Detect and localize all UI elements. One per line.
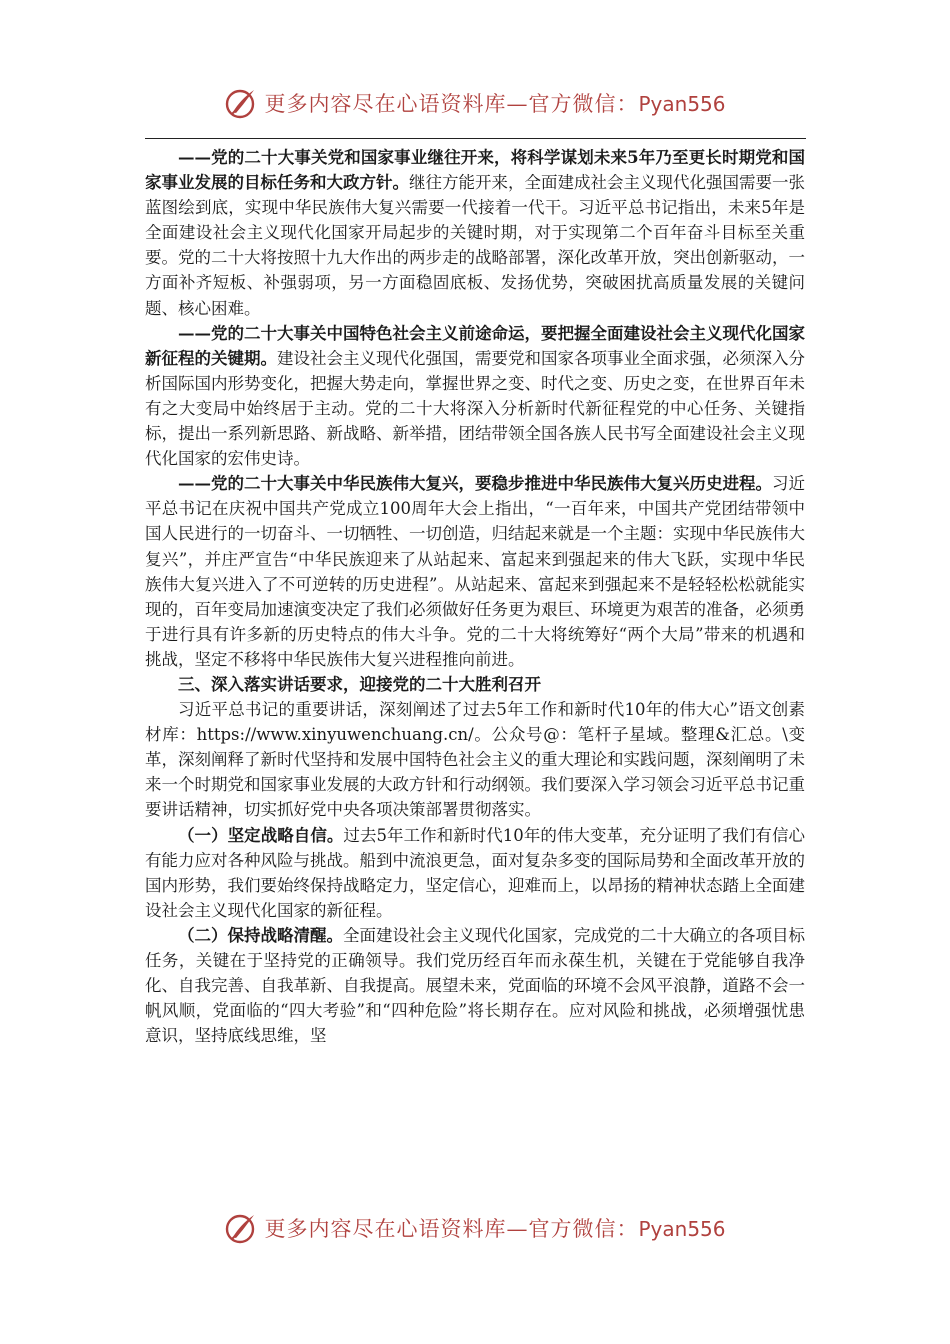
paragraph: 习近平总书记的重要讲话，深刻阐述了过去5年工作和新时代10年的伟大心”语文创素材库：https://www.xinyuwenchuang.cn/。公众号@：笔杆子星域。整理&汇总。\变革，深刻阐释了新时代坚持和发展中国特色社会主义的重大理论和实践问题，深刻阐明了未来一个时期党和国家事业发展的大政方针和行动纲领。我们要深入学习领会习近平总书记重要讲话精神，切实抓好党中央各项决策部署贯彻落实。 [145, 700, 805, 820]
banner-wechat-id: Pyan556 [638, 1217, 726, 1241]
banner-text: 更多内容尽在心语资料库—官方微信： [264, 1217, 639, 1241]
paragraph: ——党的二十大事关中国特色社会主义前途命运，要把握全面建设社会主义现代化国家新征程的关键期。建设社会主义现代化强国，需要党和国家各项事业全面求强，必须深入分析国际国内形势变化，把握大势走向，掌握世界之变、时代之变、历史之变，在世界百年未有之大变局中始终居于主动。党的二十大将深入分析新时代新征程党的中心任务、关键指标，提出一系列新思路、新战略、新举措，团结带领全国各族人民书写全面建设社会主义现代化国家的宏伟史诗。 [145, 323, 805, 469]
quill-logo-icon [224, 1211, 258, 1245]
paragraph: （二）保持战略清醒。全面建设社会主义现代化国家，完成党的二十大确立的各项目标任务，关键在于坚持党的正确领导。我们党历经百年而永葆生机，关键在于党能够自我净化、自我完善、自我革新、自我提高。展望未来，党面临的环境不会风平浪静，道路不会一帆风顺，党面临的“四大考验”和“四种危险”将长期存在。应对风险和挑战，必须增强忧患意识，坚持底线思维，坚 [145, 925, 805, 1046]
banner-wechat-id: Pyan556 [638, 92, 726, 116]
banner-text: 更多内容尽在心语资料库—官方微信： [264, 92, 639, 116]
footer-banner [0, 1208, 950, 1248]
paragraph: （一）坚定战略自信。过去5年工作和新时代10年的伟大变革，充分证明了我们有信心有能力应对各种风险与挑战。船到中流浪更急，面对复杂多变的国际局势和全面改革开放的国内形势，我们要始终保持战略定力，坚定信心，迎难而上，以昂扬的精神状态踏上全面建设社会主义现代化国家的新征程。 [145, 825, 805, 920]
quill-logo-icon [224, 86, 258, 120]
section-heading: 三、深入落实讲话要求，迎接党的二十大胜利召开 [178, 674, 541, 694]
document-body [145, 145, 805, 1048]
header-rule [145, 138, 806, 139]
paragraph: ——党的二十大事关中华民族伟大复兴，要稳步推进中华民族伟大复兴历史进程。习近平总书记在庆祝中国共产党成立100周年大会上指出，“一百年来，中国共产党团结带领中国人民进行的一切奋斗、一切牺牲、一切创造，归结起来就是一个主题：实现中华民族伟大复兴”，并庄严宣告“中华民族迎来了从站起来、富起来到强起来的伟大飞跃，实现中华民族伟大复兴进入了不可逆转的历史进程”。从站起来、富起来到强起来不是轻轻松松就能实现的，百年变局加速演变决定了我们必须做好任务更为艰巨、环境更为艰苦的准备，必须勇于进行具有许多新的历史特点的伟大斗争。党的二十大将统筹好“两个大局”带来的机遇和挑战，坚定不移将中华民族伟大复兴进程推向前进。 [145, 474, 805, 669]
header-banner [0, 83, 950, 123]
paragraph: ——党的二十大事关党和国家事业继往开来，将科学谋划未来5年乃至更长时期党和国家事业发展的目标任务和大政方针。继往方能开来，全面建成社会主义现代化强国需要一张蓝图绘到底，实现中华民族伟大复兴需要一代接着一代干。习近平总书记指出，未来5年是全面建设社会主义现代化国家开局起步的关键时期，对于实现第二个百年奋斗目标至关重要。党的二十大将按照十九大作出的两步走的战略部署，深化改革开放，突出创新驱动，一方面补齐短板、补强弱项，另一方面稳固底板、发扬优势，突破困扰高质量发展的关键问题、核心困难。 [145, 148, 805, 318]
